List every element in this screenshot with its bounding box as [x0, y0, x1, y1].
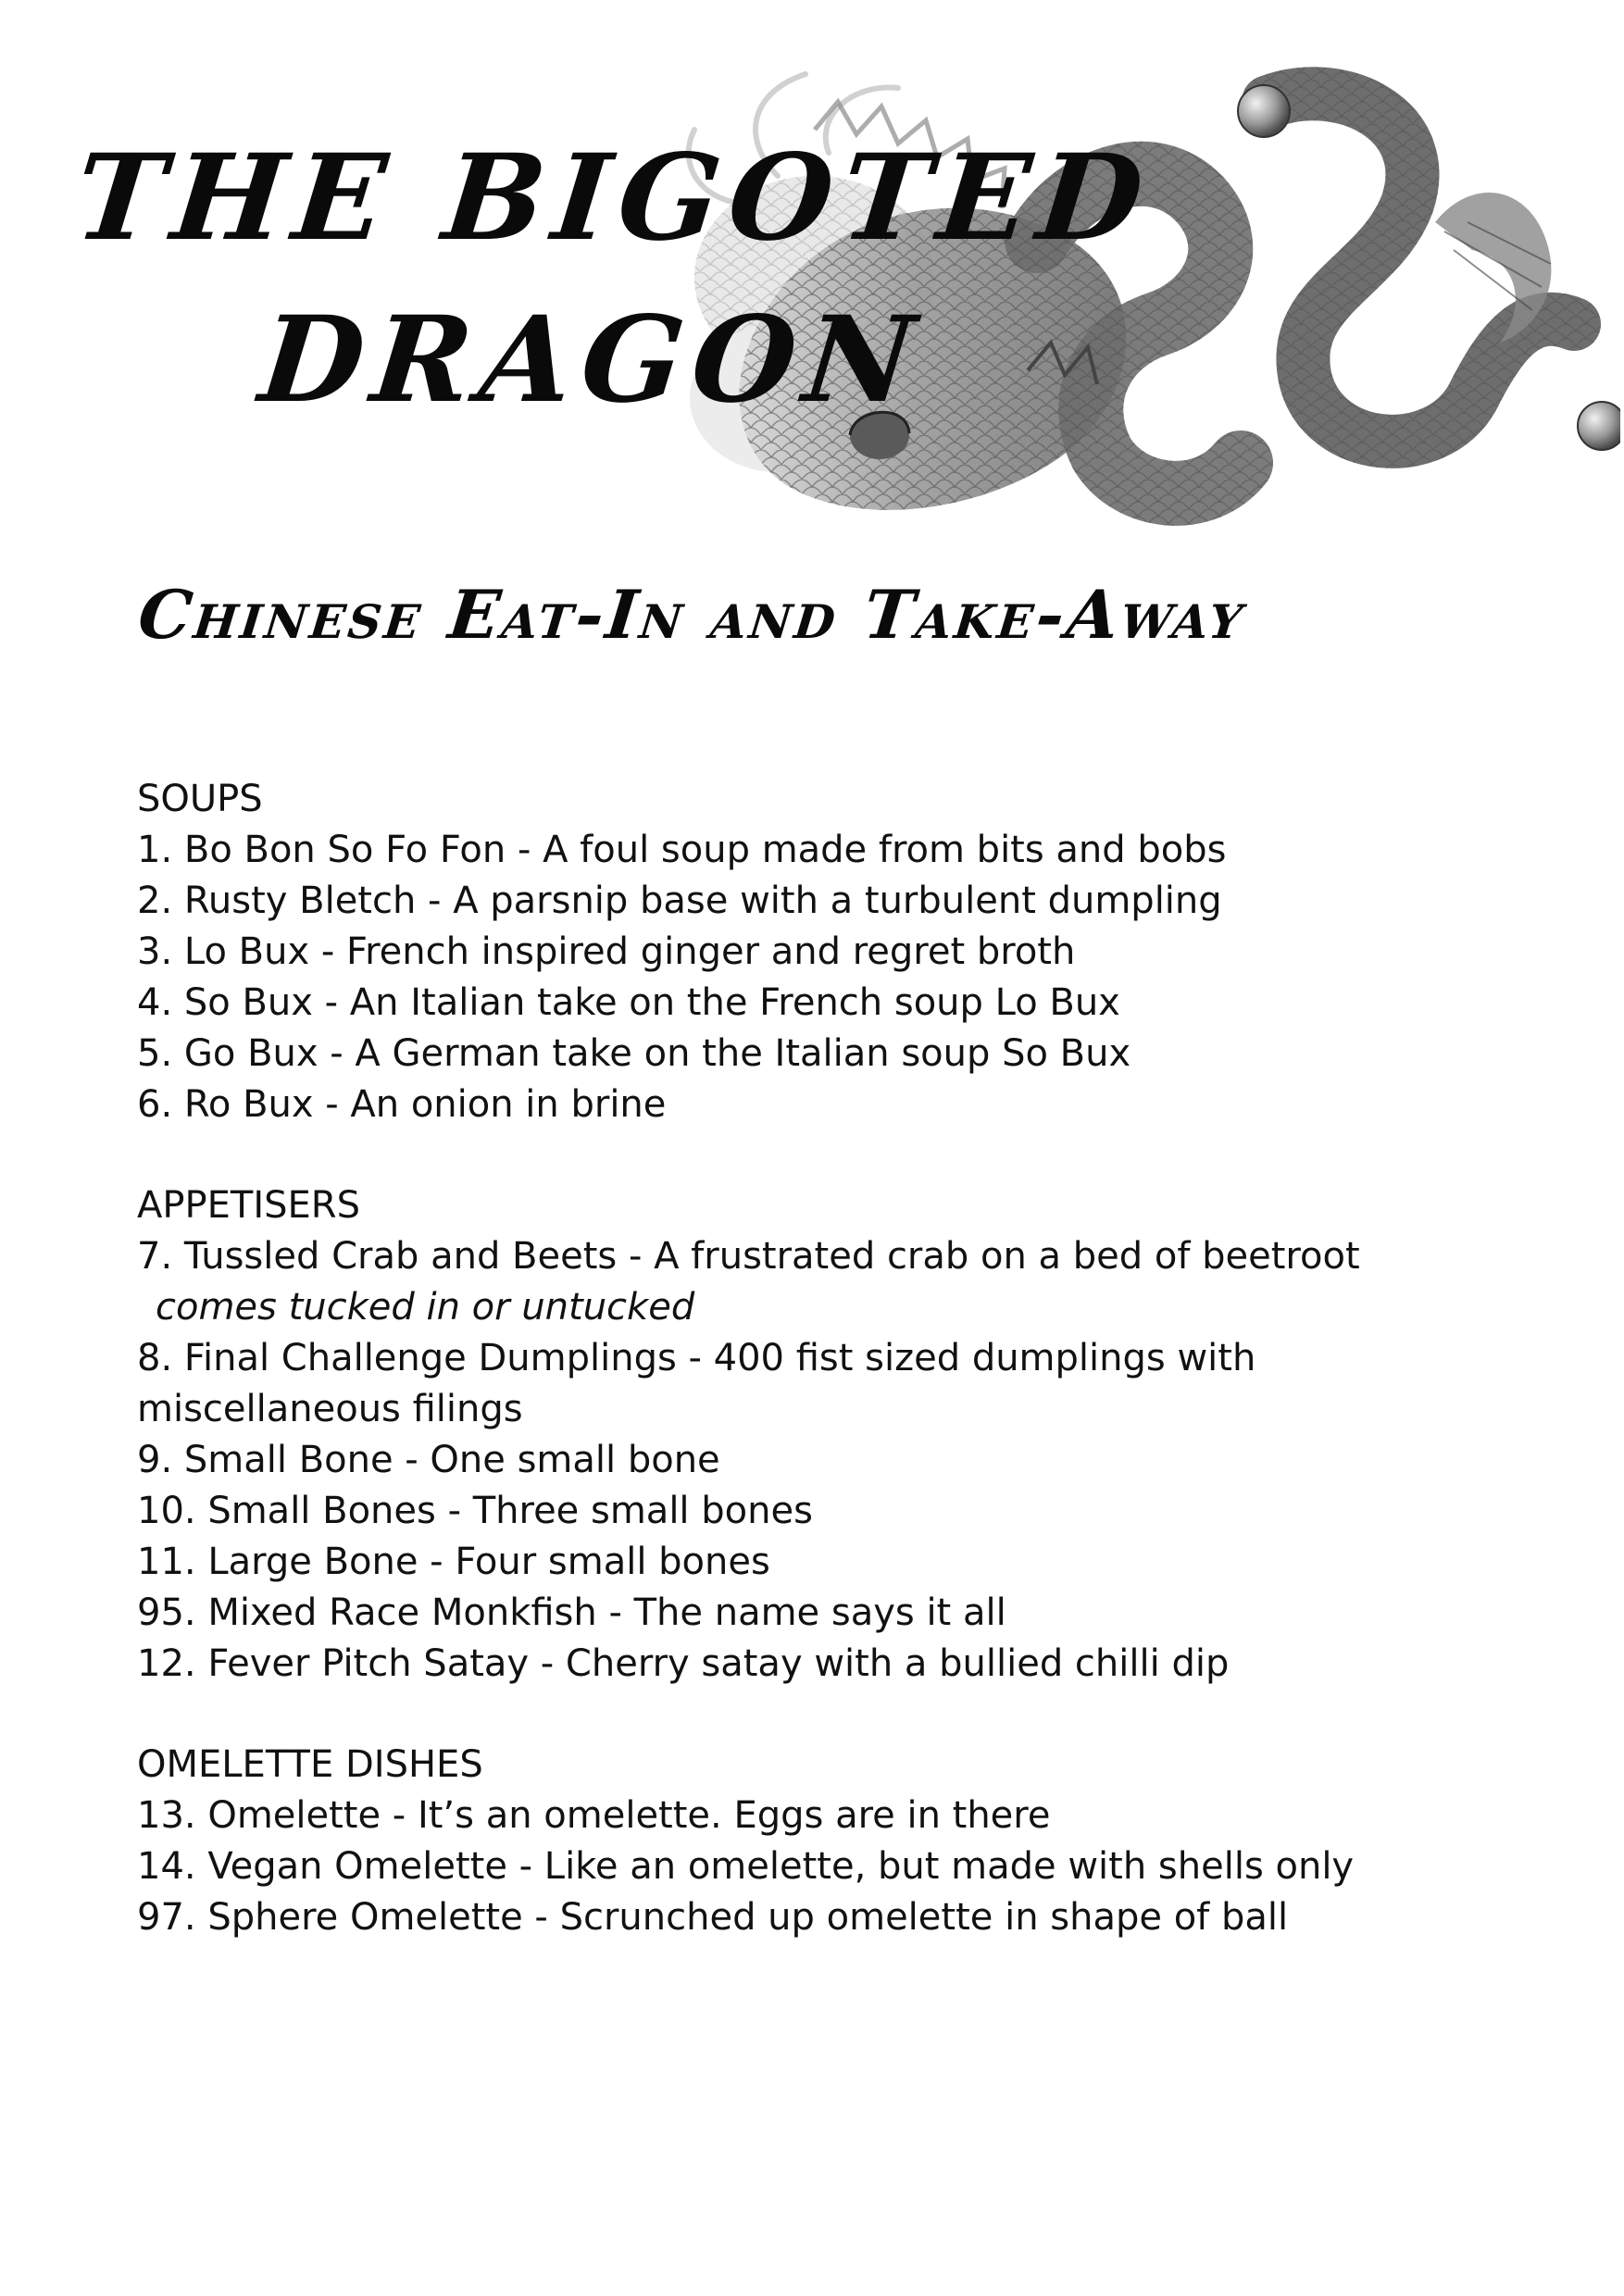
menu-item: 7. Tussled Crab and Beets - A frustrated crab on a bed of beetroot [137, 1235, 1360, 1278]
section-heading: OMELETTE DISHES [137, 1743, 483, 1786]
menu-item: 2. Rusty Bletch - A parsnip base with a turbulent dumpling [137, 880, 1222, 922]
menu-item: 3. Lo Bux - French inspired ginger and regret broth [137, 930, 1076, 973]
title-line-2: DRAGON [254, 291, 931, 430]
menu-item: 5. Go Bux - A German take on the Italian soup So Bux [137, 1032, 1131, 1075]
menu-item: 14. Vegan Omelette - Like an omelette, but made with shells only [137, 1845, 1355, 1888]
menu-item: 1. Bo Bon So Fo Fon - A foul soup made from bits and bobs [137, 829, 1227, 871]
section-heading: APPETISERS [137, 1184, 360, 1227]
menu-header [0, 0, 1624, 574]
menu-section-appetisers [137, 1180, 1507, 1690]
menu-item: 97. Sphere Omelette - Scrunched up omelette in shape of ball [137, 1896, 1289, 1939]
menu-item: 6. Ro Bux - An onion in brine [137, 1083, 667, 1126]
restaurant-name [69, 129, 1158, 435]
menu-item-note: comes tucked in or untucked [156, 1286, 695, 1329]
menu-item: 8. Final Challenge Dumplings - 400 fist sized dumplings with miscellaneous filings [137, 1337, 1256, 1430]
menu-item: 12. Fever Pitch Satay - Cherry satay with a bullied chilli dip [137, 1642, 1230, 1685]
menu-item: 95. Mixed Race Monkfish - The name says it all [137, 1591, 1006, 1634]
menu-list [137, 774, 1507, 1993]
title-line-1: THE BIGOTED [69, 129, 1158, 268]
menu-section-soups [137, 774, 1507, 1130]
menu-item: 9. Small Bone - One small bone [137, 1439, 720, 1481]
menu-section-omelette-dishes [137, 1740, 1507, 1943]
menu-item: 11. Large Bone - Four small bones [137, 1541, 770, 1583]
section-heading: SOUPS [137, 778, 263, 820]
menu-item: 13. Omelette - It’s an omelette. Eggs are in there [137, 1794, 1051, 1837]
restaurant-subtitle: Chinese Eat-In and Take-Away [134, 575, 1250, 654]
menu-item: 4. So Bux - An Italian take on the French soup Lo Bux [137, 981, 1120, 1024]
menu-item: 10. Small Bones - Three small bones [137, 1490, 813, 1532]
